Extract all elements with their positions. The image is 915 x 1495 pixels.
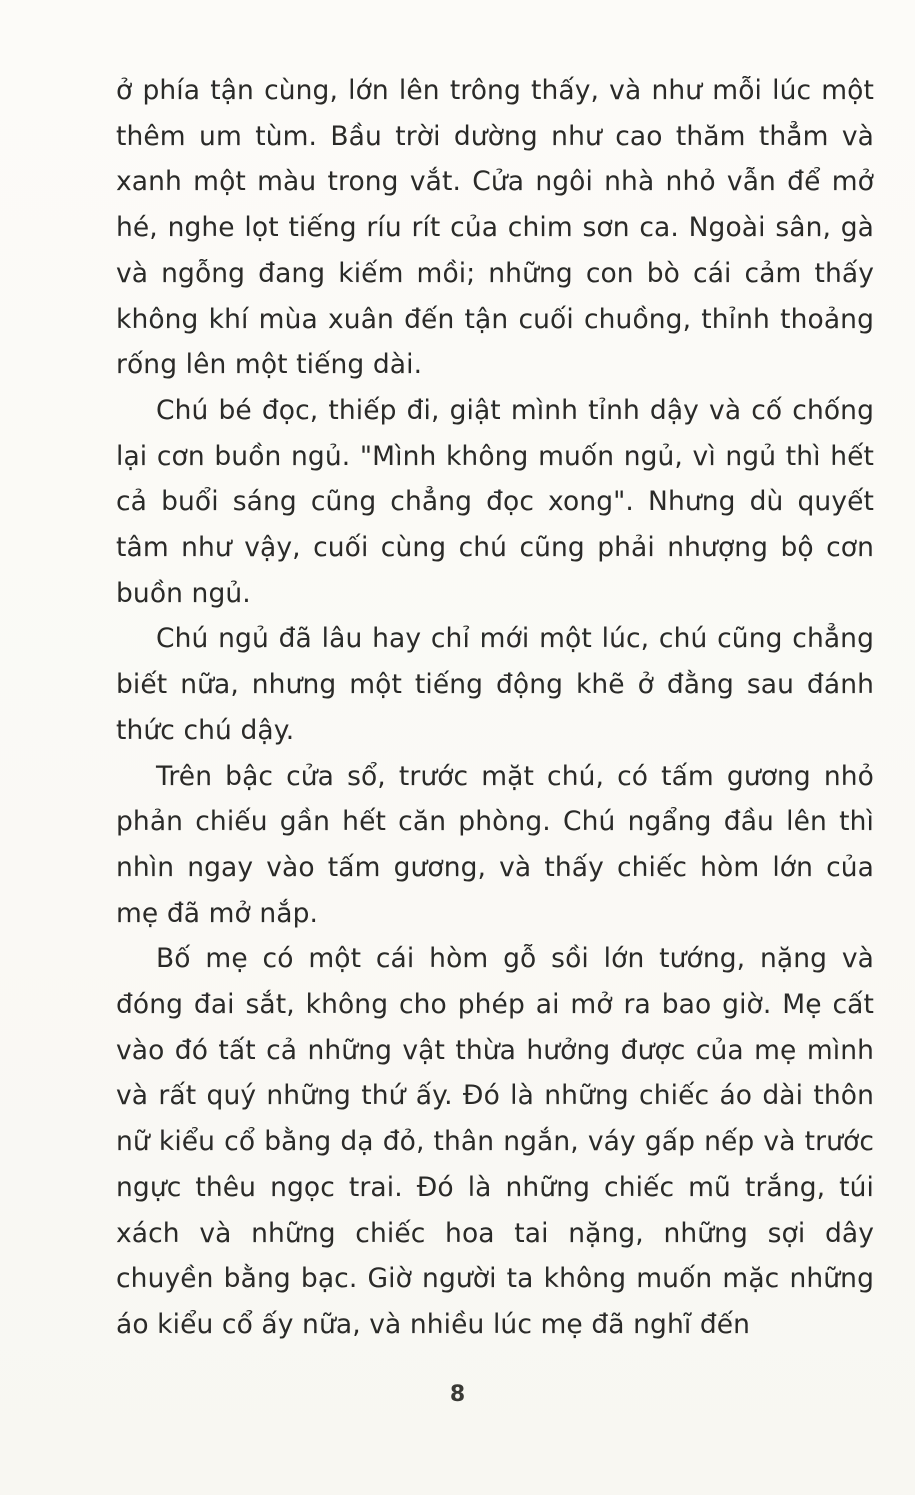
paragraph-4: Trên bậc cửa sổ, trước mặt chú, có tấm gương nhỏ phản chiếu gần hết căn phòng. Chú ngẩng đầu lên thì nhìn ngay vào tấm gương, và thấy chiếc hòm lớn của mẹ đã mở nắp.: [116, 760, 874, 929]
paragraph-2: Chú bé đọc, thiếp đi, giật mình tỉnh dậy và cố chống lại cơn buồn ngủ. "Mình không muốn ngủ, vì ngủ thì hết cả buổi sáng cũng chẳng đọc xong". Nhưng dù quyết tâm như vậy, cuối cùng chú cũng phải nhượng bộ cơn buồn ngủ.: [116, 394, 874, 609]
paragraph-1: ở phía tận cùng, lớn lên trông thấy, và như mỗi lúc một thêm um tùm. Bầu trời dường như cao thăm thẳm và xanh một màu trong vắt. Cửa ngôi nhà nhỏ vẫn để mở hé, nghe lọt tiếng ríu rít của chim sơn ca. Ngoài sân, gà và ngỗng đang kiếm mồi; những con bò cái cảm thấy không khí mùa xuân đến tận cuối chuồng, thỉnh thoảng rống lên một tiếng dài.: [116, 75, 874, 381]
body-text: [116, 68, 874, 1348]
paragraph-3: Chú ngủ đã lâu hay chỉ mới một lúc, chú cũng chẳng biết nữa, nhưng một tiếng động khẽ ở đằng sau đánh thức chú dậy.: [116, 623, 874, 746]
page-number: 8: [449, 1382, 466, 1407]
paragraph-5: Bố mẹ có một cái hòm gỗ sồi lớn tướng, nặng và đóng đai sắt, không cho phép ai mở ra bao giờ. Mẹ cất vào đó tất cả những vật thừa hưởng được của mẹ mình và rất quý những thứ ấy. Đó là những chiếc áo dài thôn nữ kiểu cổ bằng dạ đỏ, thân ngắn, váy gấp nếp và trước ngực thêu ngọc trai. Đó là những chiếc mũ trắng, túi xách và những chiếc hoa tai nặng, những sợi dây chuyền bằng bạc. Giờ người ta không muốn mặc những áo kiểu cổ ấy nữa, và nhiều lúc mẹ đã nghĩ đến: [116, 943, 874, 1340]
